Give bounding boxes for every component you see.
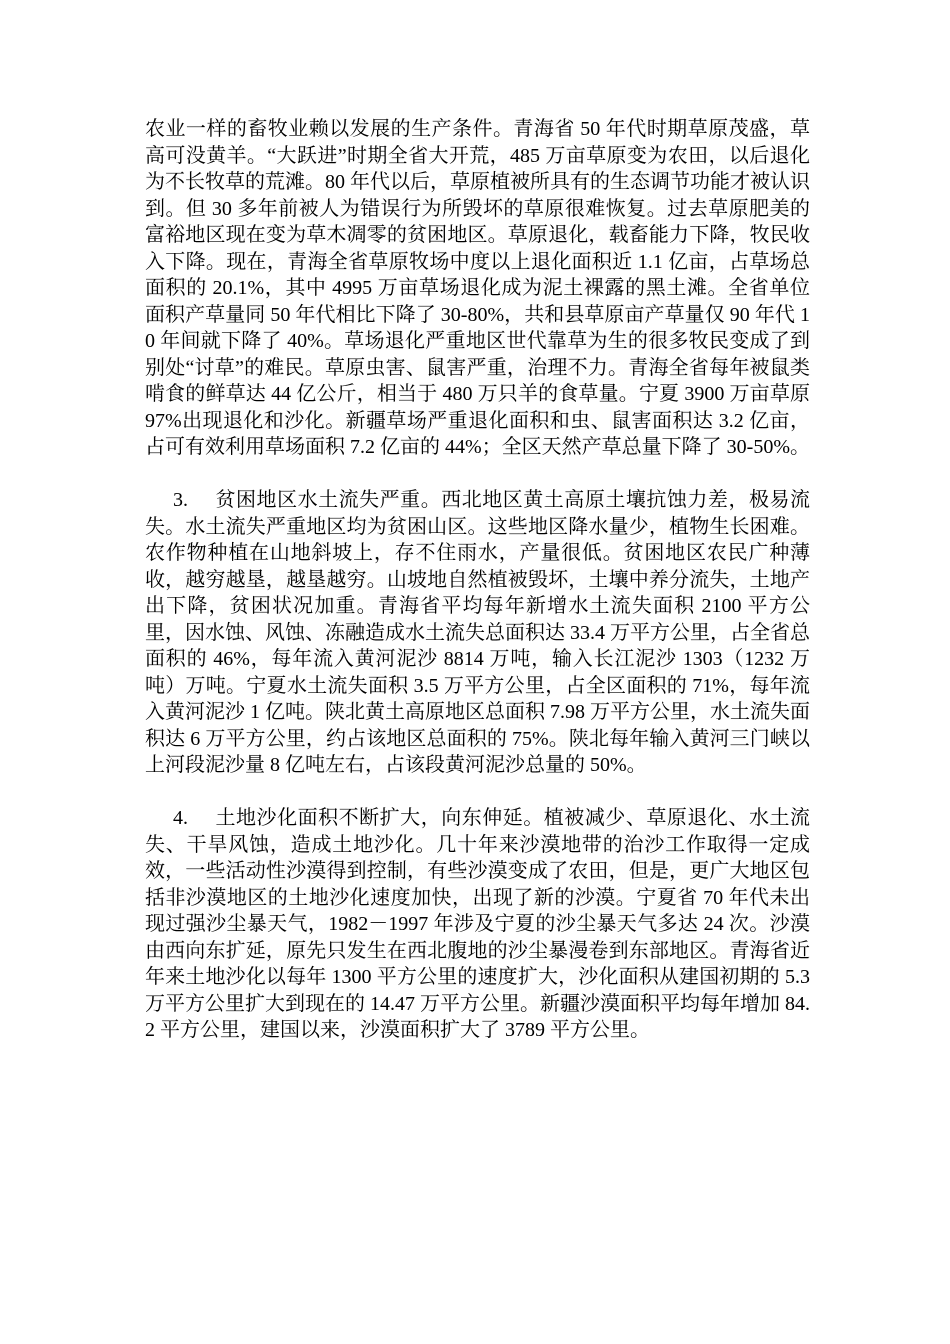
- paragraph-text: 贫困地区水土流失严重。西北地区黄土高原土壤抗蚀力差，极易流失。水土流失严重地区均为贫困山区。这些地区降水量少，植物生长困难。农作物种植在山地斜坡上，存不住雨水，产量很低。贫困地区农民广种薄收，越穷越垦，越垦越穷。山坡地自然植被毁坏，土壤中养分流失，土地产出下降，贫困状况加重。青海省平均每年新增水土流失面积 2100 平方公里，因水蚀、风蚀、冻融造成水土流失总面积达 33.4 万平方公里，占全省总面积的 46%，每年流入黄河泥沙 8814 万吨，输入长江泥沙 1303（1232 万吨）万吨。宁夏水土流失面积 3.5 万平方公里，占全区面积的 71%，每年流入黄河泥沙 1 亿吨。陕北黄土高原地区总面积 7.98 万平方公里，水土流失面积达 6 万平方公里，约占该地区总面积的 75%。陕北每年输入黄河三门峡以上河段泥沙量 8 亿吨左右，占该段黄河泥沙总量的 50%。: [145, 489, 810, 776]
- list-number: 4.: [173, 807, 188, 829]
- paragraph-text: 农业一样的畜牧业赖以发展的生产条件。青海省 50 年代时期草原茂盛，草高可没黄羊。“大跃进”时期全省大开荒，485 万亩草原变为农田，以后退化为不长牧草的荒滩。80 年代以后，草原植被所具有的生态调节功能才被认识到。但 30 多年前被人为错误行为所毁坏的草原很难恢复。过去草原肥美的富裕地区现在变为草木凋零的贫困地区。草原退化，载畜能力下降，牧民收入下降。现在，青海全省草原牧场中度以上退化面积近 1.1 亿亩，占草场总面积的 20.1%，其中 4995 万亩草场退化成为泥土裸露的黑土滩。全省单位面积产草量同 50 年代相比下降了 30-80%，共和县草原亩产草量仅 90 年代 10 年间就下降了 40%。草场退化严重地区世代靠草为生的很多牧民变成了到别处“讨草”的难民。草原虫害、鼠害严重，治理不力。青海全省每年被鼠类啃食的鲜草达 44 亿公斤，相当于 480 万只羊的食草量。宁夏 3900 万亩草原 97%出现退化和沙化。新疆草场严重退化面积和虫、鼠害面积达 3.2 亿亩，占可有效利用草场面积 7.2 亿亩的 44%；全区天然产草总量下降了 30-50%。: [145, 118, 810, 458]
- document-page: [145, 116, 810, 1070]
- paragraph-grassland-degradation: [145, 116, 810, 461]
- paragraph-desertification: [145, 805, 810, 1044]
- list-number: 3.: [173, 489, 188, 511]
- paragraph-text: 土地沙化面积不断扩大，向东伸延。植被减少、草原退化、水土流失、干旱风蚀，造成土地沙化。几十年来沙漠地带的治沙工作取得一定成效，一些活动性沙漠得到控制，有些沙漠变成了农田，但是，更广大地区包括非沙漠地区的土地沙化速度加快，出现了新的沙漠。宁夏省 70 年代未出现过强沙尘暴天气，1982－1997 年涉及宁夏的沙尘暴天气多达 24 次。沙漠由西向东扩延，原先只发生在西北腹地的沙尘暴漫卷到东部地区。青海省近年来土地沙化以每年 1300 平方公里的速度扩大，沙化面积从建国初期的 5.3 万平方公里扩大到现在的 14.47 万平方公里。新疆沙漠面积平均每年增加 84.2 平方公里，建国以来，沙漠面积扩大了 3789 平方公里。: [145, 807, 810, 1041]
- paragraph-soil-erosion: [145, 487, 810, 779]
